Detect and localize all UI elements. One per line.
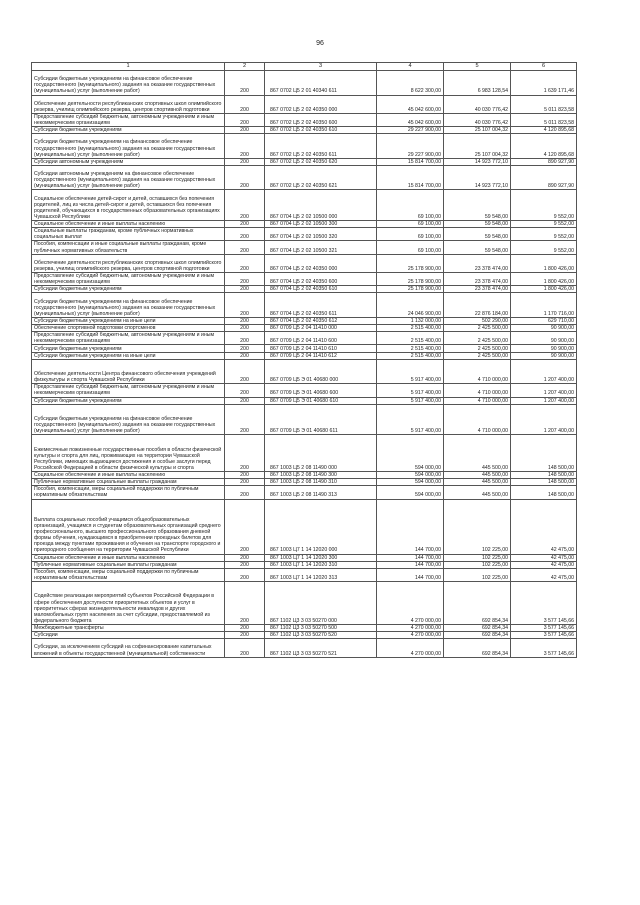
row-name: Пособия, компенсации, меры социальной поддержки по публичным нормативным обязательствам: [32, 486, 225, 499]
row-name: Публичные нормативные социальные выплаты гражданам: [32, 479, 225, 486]
table-row: [32, 568, 577, 581]
row-code: 200: [225, 228, 265, 241]
table-row: [32, 332, 577, 345]
approved-amount: 144 700,00: [377, 561, 444, 568]
table-row: [32, 221, 577, 228]
row-name: Социальные выплаты гражданам, кроме публичных нормативных социальных выплат: [32, 228, 225, 241]
executed-amount: 692 854,34: [444, 582, 511, 625]
budget-classification-code: 867 1003 Ц5 2 08 11490 310: [265, 479, 377, 486]
row-name: Ежемесячные пожизненные государственные пособия в области физической культуры и спорта для лиц, проживающих на территории Чувашской Республики, имеющих выдающиеся достижения и особые заслуги перед Российской Федерацией в области физической культуры и спорта: [32, 435, 225, 472]
row-name: Предоставление субсидий бюджетным, автономным учреждениям и иным некоммерческим организациям: [32, 113, 225, 126]
table-row: [32, 241, 577, 254]
budget-classification-code: 867 0704 Ц5 2 02 40350 610: [265, 286, 377, 293]
budget-classification-code: 867 0709 Ц5 2 04 11410 000: [265, 325, 377, 332]
table-row: [32, 404, 577, 435]
column-header: 2: [225, 63, 265, 71]
approved-amount: 1 132 000,00: [377, 317, 444, 324]
remaining-amount: 3 577 145,66: [511, 582, 577, 625]
row-code: 200: [225, 561, 265, 568]
approved-amount: 5 917 400,00: [377, 397, 444, 404]
row-code: 200: [225, 293, 265, 318]
column-header: 5: [444, 63, 511, 71]
executed-amount: 40 030 776,42: [444, 113, 511, 126]
budget-classification-code: 867 1102 Ц3 3 03 50270 520: [265, 632, 377, 639]
row-name: Субсидии бюджетным учреждениям на финансовое обеспечение государственного (муниципального) задания на оказание государственных (муниципальных) услуг (выполнение работ): [32, 293, 225, 318]
row-name: Субсидии бюджетным учреждениям: [32, 345, 225, 352]
table-row: [32, 384, 577, 397]
row-code: 200: [225, 134, 265, 159]
remaining-amount: 890 927,90: [511, 165, 577, 190]
row-name: Субсидии: [32, 632, 225, 639]
remaining-amount: 42 475,00: [511, 568, 577, 581]
table-row: [32, 435, 577, 472]
remaining-amount: 148 500,00: [511, 486, 577, 499]
row-name: Предоставление субсидий бюджетным, автономным учреждениям и иным некоммерческим организациям: [32, 273, 225, 286]
table-row: [32, 554, 577, 561]
budget-classification-code: 867 1003 Ц7 1 14 12020 313: [265, 568, 377, 581]
executed-amount: 445 500,00: [444, 486, 511, 499]
row-code: 200: [225, 639, 265, 657]
executed-amount: 4 710 000,00: [444, 397, 511, 404]
approved-amount: 2 515 400,00: [377, 332, 444, 345]
remaining-amount: 5 011 823,58: [511, 113, 577, 126]
approved-amount: 45 042 600,00: [377, 113, 444, 126]
table-row: [32, 499, 577, 554]
remaining-amount: 1 800 426,00: [511, 273, 577, 286]
remaining-amount: 1 639 171,46: [511, 71, 577, 96]
remaining-amount: 4 120 895,68: [511, 127, 577, 134]
budget-classification-code: 867 0704 Ц5 2 02 10500 320: [265, 228, 377, 241]
remaining-amount: 9 552,00: [511, 190, 577, 221]
row-code: 200: [225, 582, 265, 625]
row-name: Субсидии бюджетным учреждениям на финансовое обеспечение государственного (муниципального) задания на оказание государственных (муниципальных) услуг (выполнение работ): [32, 134, 225, 159]
budget-classification-code: 867 1003 Ц5 2 08 11490 300: [265, 471, 377, 478]
budget-classification-code: 867 1003 Ц7 1 14 12020 310: [265, 561, 377, 568]
budget-classification-code: 867 0704 Ц5 2 02 40350 611: [265, 293, 377, 318]
approved-amount: 144 700,00: [377, 499, 444, 554]
table-row: [32, 134, 577, 159]
remaining-amount: 1 800 426,00: [511, 286, 577, 293]
row-code: 200: [225, 471, 265, 478]
remaining-amount: 3 577 145,66: [511, 624, 577, 631]
remaining-amount: 1 800 426,00: [511, 254, 577, 272]
remaining-amount: 1 170 716,00: [511, 293, 577, 318]
row-name: Социальное обеспечение и иные выплаты населению: [32, 221, 225, 228]
table-row: [32, 71, 577, 96]
row-code: 200: [225, 632, 265, 639]
remaining-amount: 1 207 400,00: [511, 359, 577, 384]
row-name: Пособия, компенсации и иные социальные выплаты гражданам, кроме публичных нормативных обязательств: [32, 241, 225, 254]
executed-amount: 692 854,34: [444, 639, 511, 657]
remaining-amount: 3 577 145,66: [511, 632, 577, 639]
table-row: [32, 317, 577, 324]
budget-classification-code: 867 1102 Ц3 3 03 50270 500: [265, 624, 377, 631]
approved-amount: 29 227 900,00: [377, 127, 444, 134]
executed-amount: 23 378 474,00: [444, 286, 511, 293]
approved-amount: 2 515 400,00: [377, 345, 444, 352]
remaining-amount: 42 475,00: [511, 499, 577, 554]
row-name: Обеспечение деятельности республиканских спортивных школ олимпийского резерва, училищ олимпийского резерва, центров спортивной подготовки: [32, 254, 225, 272]
table-row: [32, 228, 577, 241]
approved-amount: 45 042 600,00: [377, 95, 444, 113]
executed-amount: 502 290,00: [444, 317, 511, 324]
budget-classification-code: 867 0709 Ц5 Э 01 40680 611: [265, 404, 377, 435]
executed-amount: 23 378 474,00: [444, 254, 511, 272]
executed-amount: 2 425 500,00: [444, 332, 511, 345]
row-code: 200: [225, 624, 265, 631]
approved-amount: 594 000,00: [377, 486, 444, 499]
remaining-amount: 1 207 400,00: [511, 384, 577, 397]
table-row: [32, 345, 577, 352]
approved-amount: 5 917 400,00: [377, 384, 444, 397]
row-code: 200: [225, 286, 265, 293]
table-row: [32, 273, 577, 286]
row-code: 200: [225, 221, 265, 228]
row-name: Социальное обеспечение детей-сирот и детей, оставшихся без попечения родителей, лиц из числа детей-сирот и детей, оставшихся без попечения родителей, обучающихся в государственных образовательных организациях Чувашской Республики: [32, 190, 225, 221]
budget-classification-code: 867 0709 Ц5 2 04 11410 600: [265, 332, 377, 345]
budget-classification-code: 867 1003 Ц7 1 14 12020 300: [265, 554, 377, 561]
row-name: Предоставление субсидий бюджетным, автономным учреждениям и иным некоммерческим организациям: [32, 384, 225, 397]
remaining-amount: 4 120 895,68: [511, 134, 577, 159]
approved-amount: 15 814 700,00: [377, 165, 444, 190]
row-name: Субсидии бюджетным учреждениям: [32, 397, 225, 404]
executed-amount: 2 425 500,00: [444, 325, 511, 332]
approved-amount: 69 100,00: [377, 190, 444, 221]
column-header: 6: [511, 63, 577, 71]
approved-amount: 29 227 900,00: [377, 134, 444, 159]
executed-amount: 102 225,00: [444, 499, 511, 554]
table-row: [32, 632, 577, 639]
remaining-amount: 1 207 400,00: [511, 397, 577, 404]
column-header: 4: [377, 63, 444, 71]
row-code: 200: [225, 486, 265, 499]
executed-amount: 692 854,34: [444, 624, 511, 631]
executed-amount: 445 500,00: [444, 479, 511, 486]
executed-amount: 4 710 000,00: [444, 359, 511, 384]
budget-classification-code: 867 0702 Ц5 2 02 40350 611: [265, 134, 377, 159]
row-name: Обеспечение деятельности Центра финансового обеспечения учреждений физкультуры и спорта Чувашской Республики: [32, 359, 225, 384]
remaining-amount: 90 900,00: [511, 332, 577, 345]
row-name: Субсидии бюджетным учреждениям на иные цели: [32, 352, 225, 359]
row-name: Социальное обеспечение и иные выплаты населению: [32, 554, 225, 561]
budget-table: [31, 62, 577, 658]
row-name: Субсидии бюджетным учреждениям на финансовое обеспечение государственного (муниципального) задания на оказание государственных (муниципальных) услуг (выполнение работ): [32, 404, 225, 435]
approved-amount: 144 700,00: [377, 568, 444, 581]
row-code: 200: [225, 359, 265, 384]
row-name: Выплата социальных пособий учащимся общеобразовательных организаций, учащимся и студентам образовательных организаций среднего профессионального, высшего профессионального образования дневной формы обучения, нуждающимся в приобретении проездных билетов для проезда между пунктами проживания и обучения на транспорте городского и пригородного сообщения на территории Чувашской Республики: [32, 499, 225, 554]
table-row: [32, 254, 577, 272]
approved-amount: 2 515 400,00: [377, 325, 444, 332]
budget-classification-code: 867 0709 Ц5 2 04 11410 610: [265, 345, 377, 352]
executed-amount: 4 710 000,00: [444, 384, 511, 397]
remaining-amount: 90 900,00: [511, 352, 577, 359]
approved-amount: 5 917 400,00: [377, 404, 444, 435]
row-code: 200: [225, 352, 265, 359]
approved-amount: 4 270 000,00: [377, 582, 444, 625]
row-name: Субсидии автономным учреждениям: [32, 158, 225, 165]
row-code: 200: [225, 190, 265, 221]
row-name: Содействие реализации мероприятий субъектов Российской Федерации в сфере обеспечения доступности приоритетных объектов и услуг в приоритетных сферах жизнедеятельности инвалидов и других маломобильных групп населения за счет субсидии, предоставляемой из федерального бюджета: [32, 582, 225, 625]
row-name: Публичные нормативные социальные выплаты гражданам: [32, 561, 225, 568]
budget-classification-code: 867 0704 Ц5 2 02 40350 612: [265, 317, 377, 324]
row-name: Межбюджетные трансферты: [32, 624, 225, 631]
approved-amount: 25 178 900,00: [377, 254, 444, 272]
approved-amount: 4 270 000,00: [377, 639, 444, 657]
approved-amount: 25 178 900,00: [377, 286, 444, 293]
executed-amount: 25 107 004,32: [444, 127, 511, 134]
remaining-amount: 42 475,00: [511, 554, 577, 561]
executed-amount: 25 107 004,32: [444, 134, 511, 159]
executed-amount: 445 500,00: [444, 471, 511, 478]
row-name: Пособия, компенсации, меры социальной поддержки по публичным нормативным обязательствам: [32, 568, 225, 581]
executed-amount: 102 225,00: [444, 561, 511, 568]
table-row: [32, 486, 577, 499]
table-row: [32, 293, 577, 318]
executed-amount: 22 876 184,00: [444, 293, 511, 318]
page-number: 96: [316, 40, 324, 47]
executed-amount: 23 378 474,00: [444, 273, 511, 286]
table-row: [32, 639, 577, 657]
approved-amount: 24 046 900,00: [377, 293, 444, 318]
remaining-amount: 5 011 823,58: [511, 95, 577, 113]
table-row: [32, 561, 577, 568]
budget-classification-code: 867 0704 Ц5 2 02 40350 600: [265, 273, 377, 286]
approved-amount: 594 000,00: [377, 471, 444, 478]
budget-classification-code: 867 0702 Ц5 2 02 40350 610: [265, 127, 377, 134]
row-name: Субсидии автономным учреждениям на финансовое обеспечение государственного (муниципального) задания на оказание государственных (муниципальных) услуг (выполнение работ): [32, 165, 225, 190]
approved-amount: 4 270 000,00: [377, 624, 444, 631]
budget-classification-code: 867 0709 Ц5 Э 01 40680 600: [265, 384, 377, 397]
row-name: Обеспечение деятельности республиканских спортивных школ олимпийского резерва, училищ олимпийского резерва, центров спортивной подготовки: [32, 95, 225, 113]
executed-amount: 445 500,00: [444, 435, 511, 472]
budget-classification-code: 867 0709 Ц5 Э 01 40680 610: [265, 397, 377, 404]
approved-amount: 594 000,00: [377, 435, 444, 472]
table-row: [32, 471, 577, 478]
budget-classification-code: 867 0709 Ц5 Э 01 40680 000: [265, 359, 377, 384]
row-code: 200: [225, 435, 265, 472]
budget-classification-code: 867 1102 Ц3 3 03 50270 000: [265, 582, 377, 625]
budget-classification-code: 867 0702 Ц5 2 02 40350 620: [265, 158, 377, 165]
row-code: 200: [225, 113, 265, 126]
table-row: [32, 479, 577, 486]
approved-amount: 69 100,00: [377, 228, 444, 241]
budget-classification-code: 867 1003 Ц5 2 08 11490 313: [265, 486, 377, 499]
remaining-amount: 1 207 400,00: [511, 404, 577, 435]
executed-amount: 59 548,00: [444, 241, 511, 254]
approved-amount: 69 100,00: [377, 221, 444, 228]
executed-amount: 59 548,00: [444, 228, 511, 241]
remaining-amount: 3 577 145,66: [511, 639, 577, 657]
row-code: 200: [225, 71, 265, 96]
row-code: 200: [225, 241, 265, 254]
row-code: 200: [225, 332, 265, 345]
executed-amount: 40 030 776,42: [444, 95, 511, 113]
table-row: [32, 352, 577, 359]
row-code: 200: [225, 95, 265, 113]
row-name: Субсидии бюджетным учреждениям: [32, 286, 225, 293]
approved-amount: 25 178 900,00: [377, 273, 444, 286]
row-code: 200: [225, 568, 265, 581]
row-name: Субсидии бюджетным учреждениям на финансовое обеспечение государственного (муниципального) задания на оказание государственных (муниципальных) услуг (выполнение работ): [32, 71, 225, 96]
budget-classification-code: 867 0702 Ц5 2 01 40340 611: [265, 71, 377, 96]
column-header: 1: [32, 63, 225, 71]
budget-classification-code: 867 1102 Ц3 3 03 50270 521: [265, 639, 377, 657]
remaining-amount: 9 552,00: [511, 241, 577, 254]
table-row: [32, 624, 577, 631]
remaining-amount: 148 500,00: [511, 471, 577, 478]
table-row: [32, 325, 577, 332]
table-row: [32, 397, 577, 404]
budget-classification-code: 867 0702 Ц5 2 02 40350 621: [265, 165, 377, 190]
budget-classification-code: 867 0709 Ц5 2 04 11410 612: [265, 352, 377, 359]
budget-classification-code: 867 0704 Ц5 2 02 10500 000: [265, 190, 377, 221]
remaining-amount: 890 927,90: [511, 158, 577, 165]
executed-amount: 2 425 500,00: [444, 345, 511, 352]
executed-amount: 6 983 128,54: [444, 71, 511, 96]
budget-classification-code: 867 0704 Ц5 2 02 10500 300: [265, 221, 377, 228]
approved-amount: 69 100,00: [377, 241, 444, 254]
remaining-amount: 629 710,00: [511, 317, 577, 324]
approved-amount: 8 622 300,00: [377, 71, 444, 96]
budget-classification-code: 867 0702 Ц5 2 02 40350 600: [265, 113, 377, 126]
executed-amount: 14 923 772,10: [444, 165, 511, 190]
approved-amount: 5 917 400,00: [377, 359, 444, 384]
remaining-amount: 90 900,00: [511, 345, 577, 352]
executed-amount: 59 548,00: [444, 221, 511, 228]
row-code: 200: [225, 127, 265, 134]
executed-amount: 14 923 772,10: [444, 158, 511, 165]
row-code: 200: [225, 345, 265, 352]
header-row: [32, 63, 577, 71]
remaining-amount: 148 500,00: [511, 479, 577, 486]
row-name: Субсидии бюджетным учреждениям на иные цели: [32, 317, 225, 324]
row-name: Обеспечение спортивной подготовки спортсменов: [32, 325, 225, 332]
row-code: 200: [225, 165, 265, 190]
row-code: 200: [225, 158, 265, 165]
row-code: 200: [225, 404, 265, 435]
row-name: Субсидии, за исключением субсидий на софинансирование капитальных вложений в объекты государственной (муниципальной) собственности: [32, 639, 225, 657]
approved-amount: 594 000,00: [377, 479, 444, 486]
table-row: [32, 127, 577, 134]
row-code: 200: [225, 384, 265, 397]
budget-classification-code: 867 0702 Ц5 2 02 40350 000: [265, 95, 377, 113]
row-code: 200: [225, 317, 265, 324]
budget-classification-code: 867 1003 Ц7 1 14 12020 000: [265, 499, 377, 554]
remaining-amount: 148 500,00: [511, 435, 577, 472]
executed-amount: 59 548,00: [444, 190, 511, 221]
executed-amount: 102 225,00: [444, 554, 511, 561]
remaining-amount: 42 475,00: [511, 561, 577, 568]
budget-classification-code: 867 0704 Ц5 2 02 40350 000: [265, 254, 377, 272]
row-name: Субсидии бюджетным учреждениям: [32, 127, 225, 134]
table-row: [32, 190, 577, 221]
executed-amount: 692 854,34: [444, 632, 511, 639]
approved-amount: 4 270 000,00: [377, 632, 444, 639]
executed-amount: 4 710 000,00: [444, 404, 511, 435]
table-row: [32, 158, 577, 165]
executed-amount: 102 225,00: [444, 568, 511, 581]
budget-classification-code: 867 0704 Ц5 2 02 10500 321: [265, 241, 377, 254]
column-header: 3: [265, 63, 377, 71]
remaining-amount: 90 900,00: [511, 325, 577, 332]
row-name: Социальное обеспечение и иные выплаты населению: [32, 471, 225, 478]
row-name: Предоставление субсидий бюджетным, автономным учреждениям и иным некоммерческим организациям: [32, 332, 225, 345]
approved-amount: 144 700,00: [377, 554, 444, 561]
executed-amount: 2 425 500,00: [444, 352, 511, 359]
approved-amount: 15 814 700,00: [377, 158, 444, 165]
row-code: 200: [225, 479, 265, 486]
budget-classification-code: 867 1003 Ц5 2 08 11490 000: [265, 435, 377, 472]
row-code: 200: [225, 254, 265, 272]
row-code: 200: [225, 554, 265, 561]
row-code: 200: [225, 499, 265, 554]
approved-amount: 2 515 400,00: [377, 352, 444, 359]
table-row: [32, 286, 577, 293]
table-row: [32, 95, 577, 113]
remaining-amount: 9 552,00: [511, 228, 577, 241]
table-row: [32, 359, 577, 384]
table-row: [32, 582, 577, 625]
table-row: [32, 113, 577, 126]
remaining-amount: 9 552,00: [511, 221, 577, 228]
row-code: 200: [225, 273, 265, 286]
row-code: 200: [225, 325, 265, 332]
table-row: [32, 165, 577, 190]
row-code: 200: [225, 397, 265, 404]
